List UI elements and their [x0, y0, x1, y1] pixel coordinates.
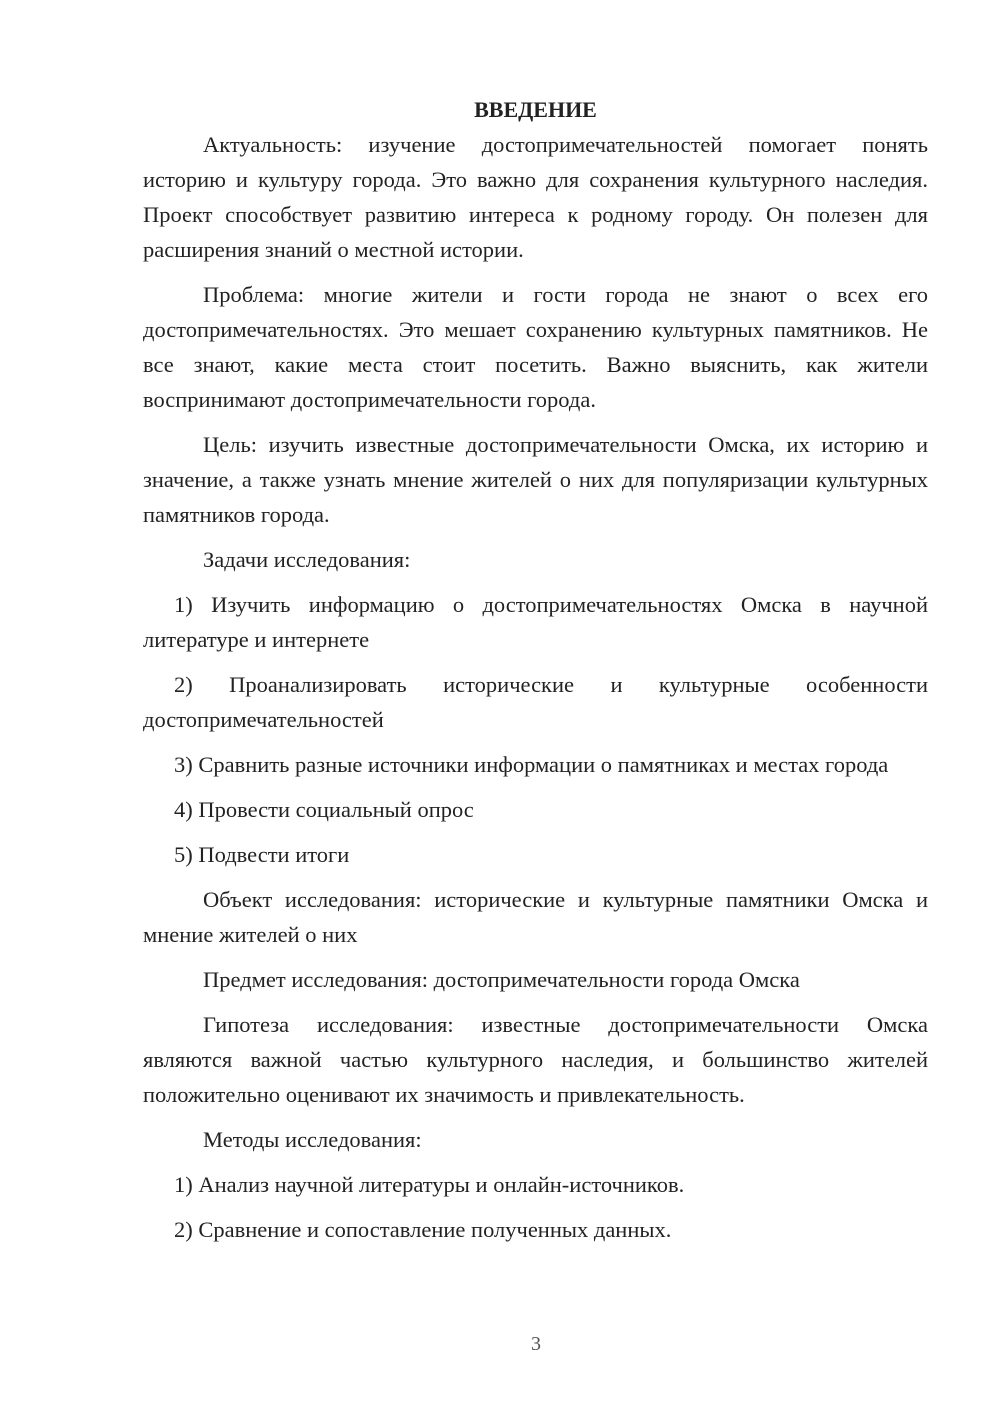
- list-item-task-4: 4) Провести социальный опрос: [174, 797, 474, 822]
- list-item-method-1: 1) Анализ научной литературы и онлайн-источников.: [174, 1172, 685, 1197]
- page-content: [143, 92, 928, 1257]
- list-item-task-3: 3) Сравнить разные источники информации о памятниках и местах города: [174, 752, 889, 777]
- paragraph-problem: Проблема: многие жители и гости города не знают о всех его достопримечательностях. Это мешает сохранению культурных памятников. Не все знают, какие места стоит посетить. Важно выяснить, как жители воспринимают достопримечательности города.: [143, 282, 928, 412]
- list-item-method-2: 2) Сравнение и сопоставление полученных данных.: [174, 1217, 672, 1242]
- page-number: 3: [531, 1333, 541, 1355]
- paragraph-methods-heading: Методы исследования:: [203, 1127, 422, 1152]
- paragraph-relevance: Актуальность: изучение достопримечательностей помогает понять историю и культуру города. Это важно для сохранения культурного наследия. Проект способствует развитию интереса к родному городу. Он полезен для расширения знаний о местной истории.: [143, 132, 928, 262]
- paragraph-tasks-heading: Задачи исследования:: [203, 547, 411, 572]
- paragraph-subject: Предмет исследования: достопримечательности города Омска: [203, 967, 800, 992]
- list-item-task-2: 2) Проанализировать исторические и культурные особенности достопримечательностей: [143, 672, 928, 732]
- paragraph-goal: Цель: изучить известные достопримечательности Омска, их историю и значение, а также узнать мнение жителей о них для популяризации культурных памятников города.: [143, 432, 928, 527]
- list-item-task-1: 1) Изучить информацию о достопримечательностях Омска в научной литературе и интернете: [143, 592, 928, 652]
- paragraph-object: Объект исследования: исторические и культурные памятники Омска и мнение жителей о них: [143, 887, 928, 947]
- paragraph-hypothesis: Гипотеза исследования: известные достопримечательности Омска являются важной частью культурного наследия, и большинство жителей положительно оценивают их значимость и привлекательность.: [143, 1012, 928, 1107]
- list-item-task-5: 5) Подвести итоги: [174, 842, 350, 867]
- section-heading: ВВЕДЕНИЕ: [474, 97, 597, 122]
